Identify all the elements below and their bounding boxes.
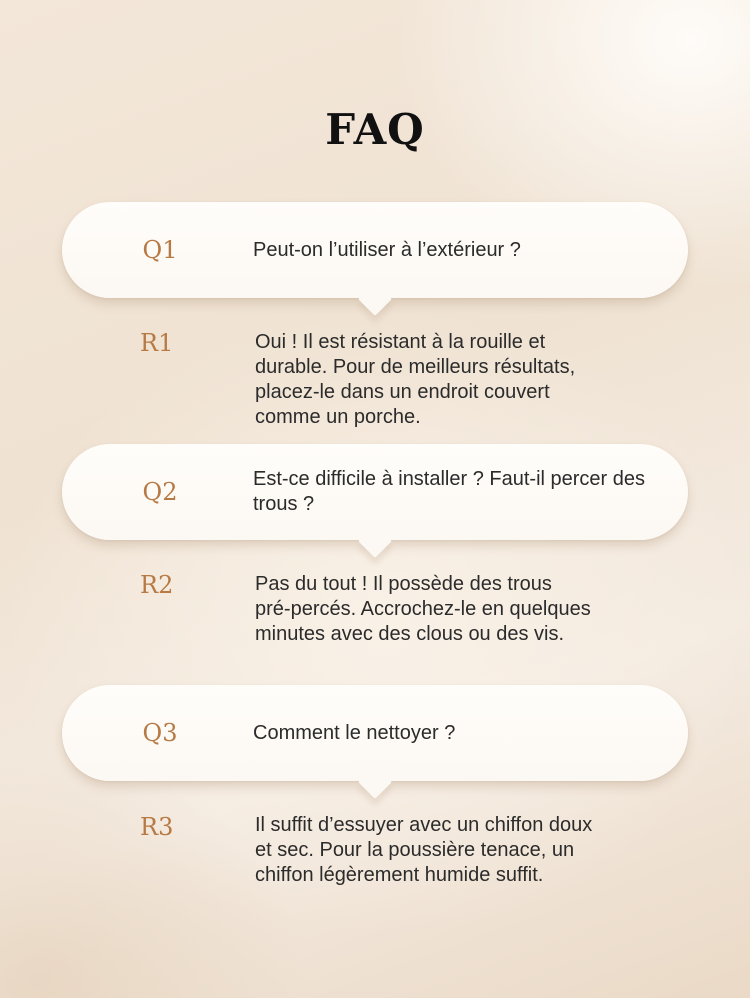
- question-text-3: Comment le nettoyer ?: [253, 721, 456, 744]
- question-label-1: Q1: [142, 236, 178, 264]
- question-bubble-3: [62, 685, 688, 781]
- question-text-2: Est-ce difficile à installer ? Faut-il percer des trous ?: [253, 468, 646, 515]
- answer-text-2: Pas du tout ! Il possède des trous pré-percés. Accrochez-le en quelques minutes avec des clous ou des vis.: [255, 573, 591, 645]
- question-text-1: Peut-on l’utiliser à l’extérieur ?: [253, 238, 521, 261]
- question-bubble-1: [62, 202, 688, 298]
- answer-text-3: Il suffit d’essuyer avec un chiffon doux et sec. Pour la poussière tenace, un chiffon légèrement humide suffit.: [255, 814, 593, 886]
- answer-label-2: R2: [140, 571, 174, 599]
- answer-text-1: Oui ! Il est résistant à la rouille et durable. Pour de meilleurs résultats, placez-le dans un endroit couvert comme un porche.: [255, 331, 576, 428]
- question-label-2: Q2: [142, 478, 178, 506]
- page-title: FAQ: [325, 105, 425, 154]
- answer-label-1: R1: [140, 329, 174, 357]
- question-bubble-2: [62, 444, 688, 540]
- question-label-3: Q3: [142, 719, 178, 747]
- answer-label-3: R3: [140, 813, 174, 841]
